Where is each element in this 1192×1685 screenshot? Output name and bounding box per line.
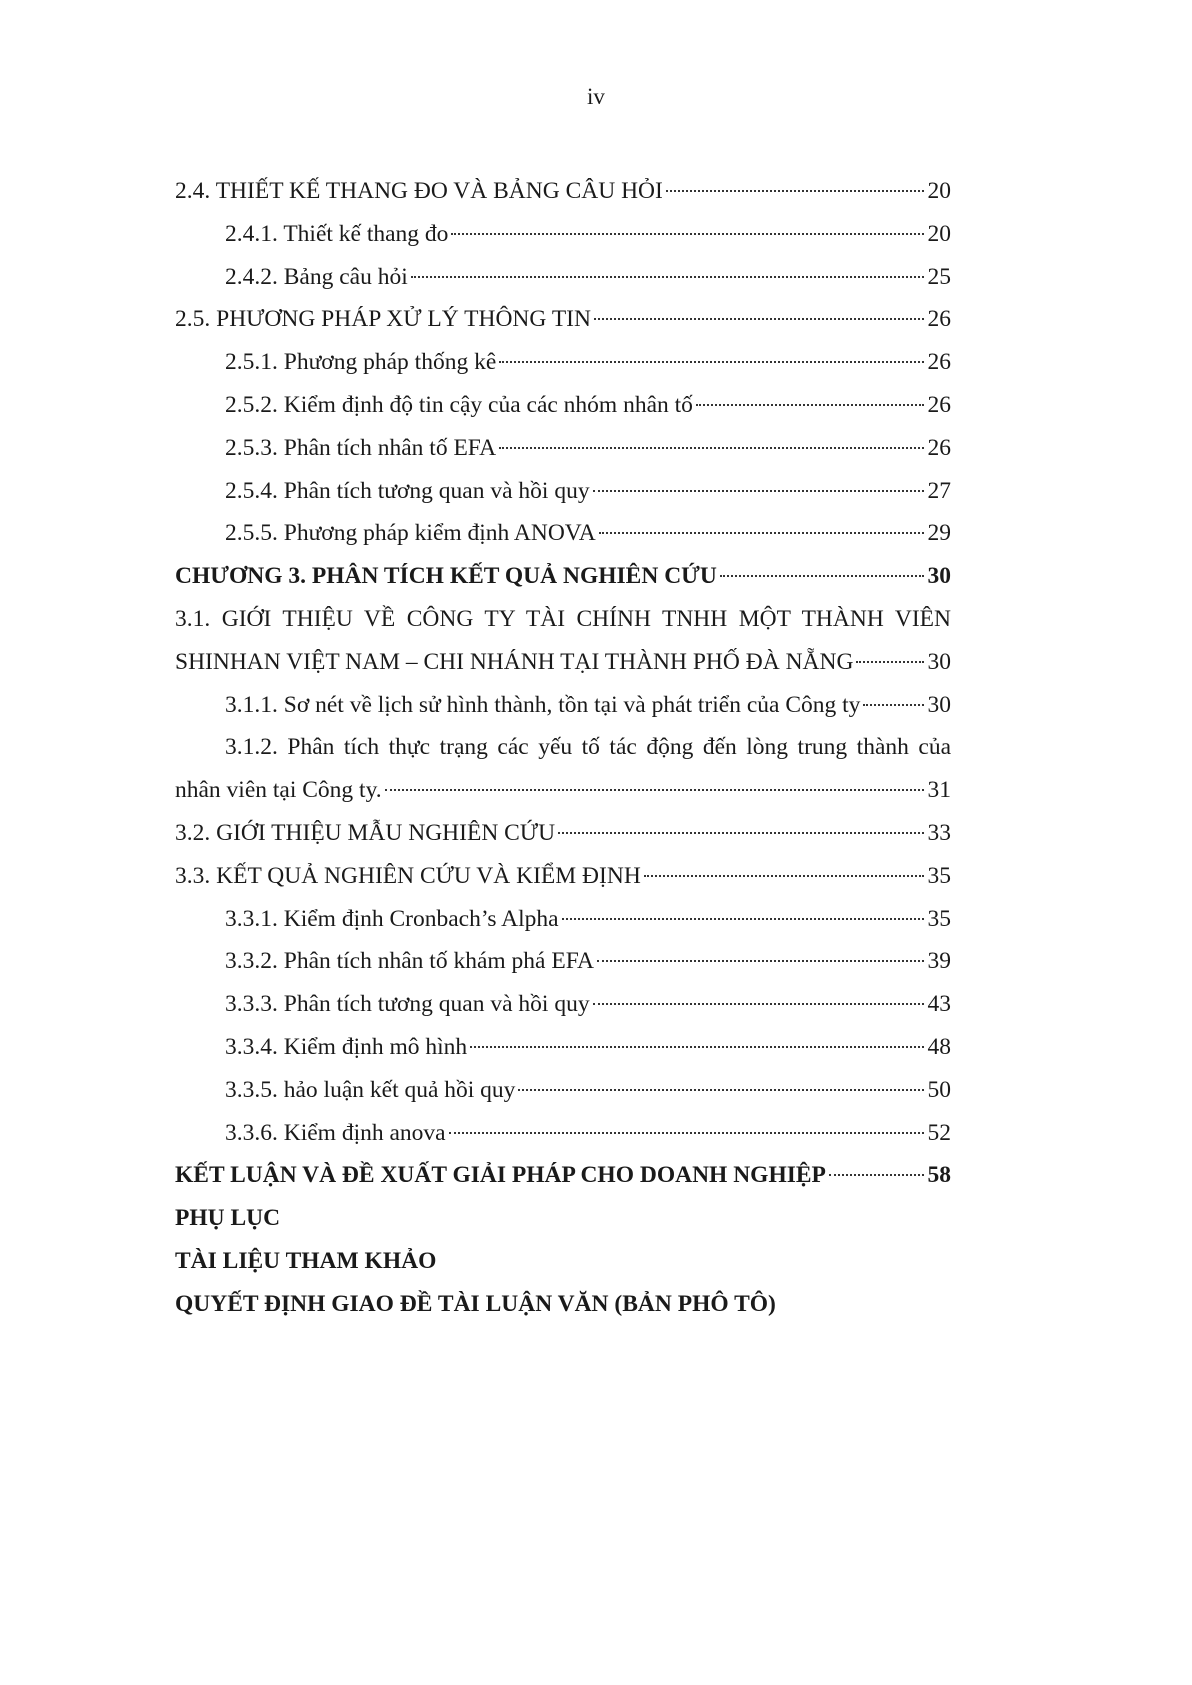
toc-entry[interactable] [175,1026,951,1069]
toc-entry-page: 26 [927,434,951,461]
toc-entry-title: 3.1.2. Phân tích thực trạng các yếu tố tác động đến lòng trung thành của [225,734,951,761]
toc-entry[interactable] [175,598,951,641]
toc-dot-leader [593,490,924,492]
toc-dot-leader [696,404,924,406]
toc-dot-leader [451,233,923,235]
toc-entry-title: QUYẾT ĐỊNH GIAO ĐỀ TÀI LUẬN VĂN (BẢN PHÔ TÔ) [175,1290,776,1317]
toc-dot-leader [449,1132,924,1134]
toc-entry-title: 3.3.4. Kiểm định mô hình [225,1033,468,1060]
toc-entry-page: 33 [927,819,951,846]
toc-dot-leader [856,661,923,663]
toc-entry[interactable] [175,470,951,513]
toc-dot-leader [470,1046,923,1048]
toc-dot-leader [599,532,924,534]
toc-entry[interactable] [175,1112,951,1155]
toc-entry-title: 2.5.4. Phân tích tương quan và hồi quy [225,477,590,504]
toc-entry[interactable] [175,1283,951,1326]
toc-entry-title: 3.1. GIỚI THIỆU VỀ CÔNG TY TÀI CHÍNH TNHH MỘT THÀNH VIÊN [175,605,951,632]
toc-entry[interactable] [175,1069,951,1112]
toc-entry-page: 30 [927,648,951,675]
toc-entry[interactable] [175,256,951,299]
toc-entry[interactable] [175,384,951,427]
toc-entry-page: 35 [927,862,951,889]
page-number: iv [587,84,605,109]
toc-entry[interactable] [175,298,951,341]
toc-entry-page: 58 [927,1162,951,1189]
toc-dot-leader [597,960,924,962]
toc-entry-page: 20 [927,220,951,247]
toc-entry-page: 26 [927,349,951,376]
toc-entry-title: SHINHAN VIỆT NAM – CHI NHÁNH TẠI THÀNH PHỐ ĐÀ NẴNG [175,648,854,675]
toc-dot-leader [558,832,923,834]
toc-entry-page: 31 [927,777,951,804]
toc-dot-leader [593,1003,924,1005]
toc-entry-page: 50 [927,1076,951,1103]
toc-entry[interactable] [175,1197,951,1240]
toc-entry-title: 3.3.5. hảo luận kết quả hồi quy [225,1076,516,1103]
toc-entry[interactable] [175,427,951,470]
toc-entry[interactable] [175,641,951,684]
toc-dot-leader [499,447,923,449]
toc-dot-leader [518,1089,923,1091]
toc-entry[interactable] [175,170,951,213]
toc-entry-page: 26 [927,391,951,418]
toc-entry-title: 3.3.1. Kiểm định Cronbach’s Alpha [225,905,559,932]
toc-entry-page: 30 [927,563,951,590]
toc-entry-title: TÀI LIỆU THAM KHẢO [175,1247,437,1274]
toc-dot-leader [411,276,924,278]
toc-entry-title: PHỤ LỤC [175,1205,281,1232]
toc-entry-title: 2.5.1. Phương pháp thống kê [225,349,497,376]
toc-entry[interactable] [175,940,951,983]
toc-entry-page: 35 [927,905,951,932]
toc-entry[interactable] [175,812,951,855]
toc-entry[interactable] [175,1154,951,1197]
toc-entry-title: 2.5.3. Phân tích nhân tố EFA [225,434,497,461]
toc-entry[interactable] [175,341,951,384]
toc-dot-leader [562,918,924,920]
toc-entry-title: 3.1.1. Sơ nét về lịch sử hình thành, tồn tại và phát triển của Công ty [225,691,861,718]
toc-entry-page: 27 [927,477,951,504]
toc-entry-title: 3.3.6. Kiểm định anova [225,1119,446,1146]
toc-entry-title: 2.4. THIẾT KẾ THANG ĐO VÀ BẢNG CÂU HỎI [175,178,663,204]
toc-entry-title: CHƯƠNG 3. PHÂN TÍCH KẾT QUẢ NGHIÊN CỨU [175,563,717,590]
toc-entry-page: 29 [927,520,951,547]
toc-entry-title: 2.5.5. Phương pháp kiểm định ANOVA [225,520,596,547]
toc-entry[interactable] [175,855,951,898]
toc-entry[interactable] [175,983,951,1026]
toc-dot-leader [666,190,924,192]
toc-entry[interactable] [175,555,951,598]
toc-entry-page: 48 [927,1033,951,1060]
toc-entry[interactable] [175,1240,951,1283]
toc-entry[interactable] [175,684,951,727]
toc-entry-page: 43 [927,991,951,1018]
toc-dot-leader [829,1174,924,1176]
toc-entry-page: 20 [927,178,951,204]
toc-entry[interactable] [175,512,951,555]
toc-entry-title: 3.3. KẾT QUẢ NGHIÊN CỨU VÀ KIỂM ĐỊNH [175,862,641,889]
table-of-contents [175,170,951,1326]
toc-entry[interactable] [175,769,951,812]
toc-entry-page: 30 [927,691,951,718]
toc-entry-title: 2.4.1. Thiết kế thang đo [225,220,449,247]
toc-entry[interactable] [175,213,951,256]
toc-entry-title: 3.2. GIỚI THIỆU MẪU NGHIÊN CỨU [175,819,556,846]
toc-dot-leader [720,575,924,577]
toc-entry[interactable] [175,726,951,769]
toc-entry-page: 25 [927,263,951,290]
toc-entry-title: 2.5.2. Kiểm định độ tin cậy của các nhóm nhân tố [225,391,693,418]
toc-entry-page: 39 [927,948,951,975]
toc-dot-leader [594,318,924,320]
toc-dot-leader [499,361,923,363]
toc-entry-title: 3.3.2. Phân tích nhân tố khám phá EFA [225,948,594,975]
toc-entry-title: KẾT LUẬN VÀ ĐỀ XUẤT GIẢI PHÁP CHO DOANH NGHIỆP [175,1162,826,1189]
toc-dot-leader [863,704,923,706]
toc-entry-title: nhân viên tại Công ty. [175,777,382,804]
toc-entry-page: 52 [927,1119,951,1146]
toc-entry[interactable] [175,898,951,941]
toc-entry-title: 3.3.3. Phân tích tương quan và hồi quy [225,991,590,1018]
toc-dot-leader [385,789,924,791]
toc-entry-title: 2.5. PHƯƠNG PHÁP XỬ LÝ THÔNG TIN [175,306,591,333]
toc-entry-title: 2.4.2. Bảng câu hỏi [225,263,408,290]
toc-dot-leader [644,875,924,877]
toc-entry-page: 26 [927,306,951,333]
